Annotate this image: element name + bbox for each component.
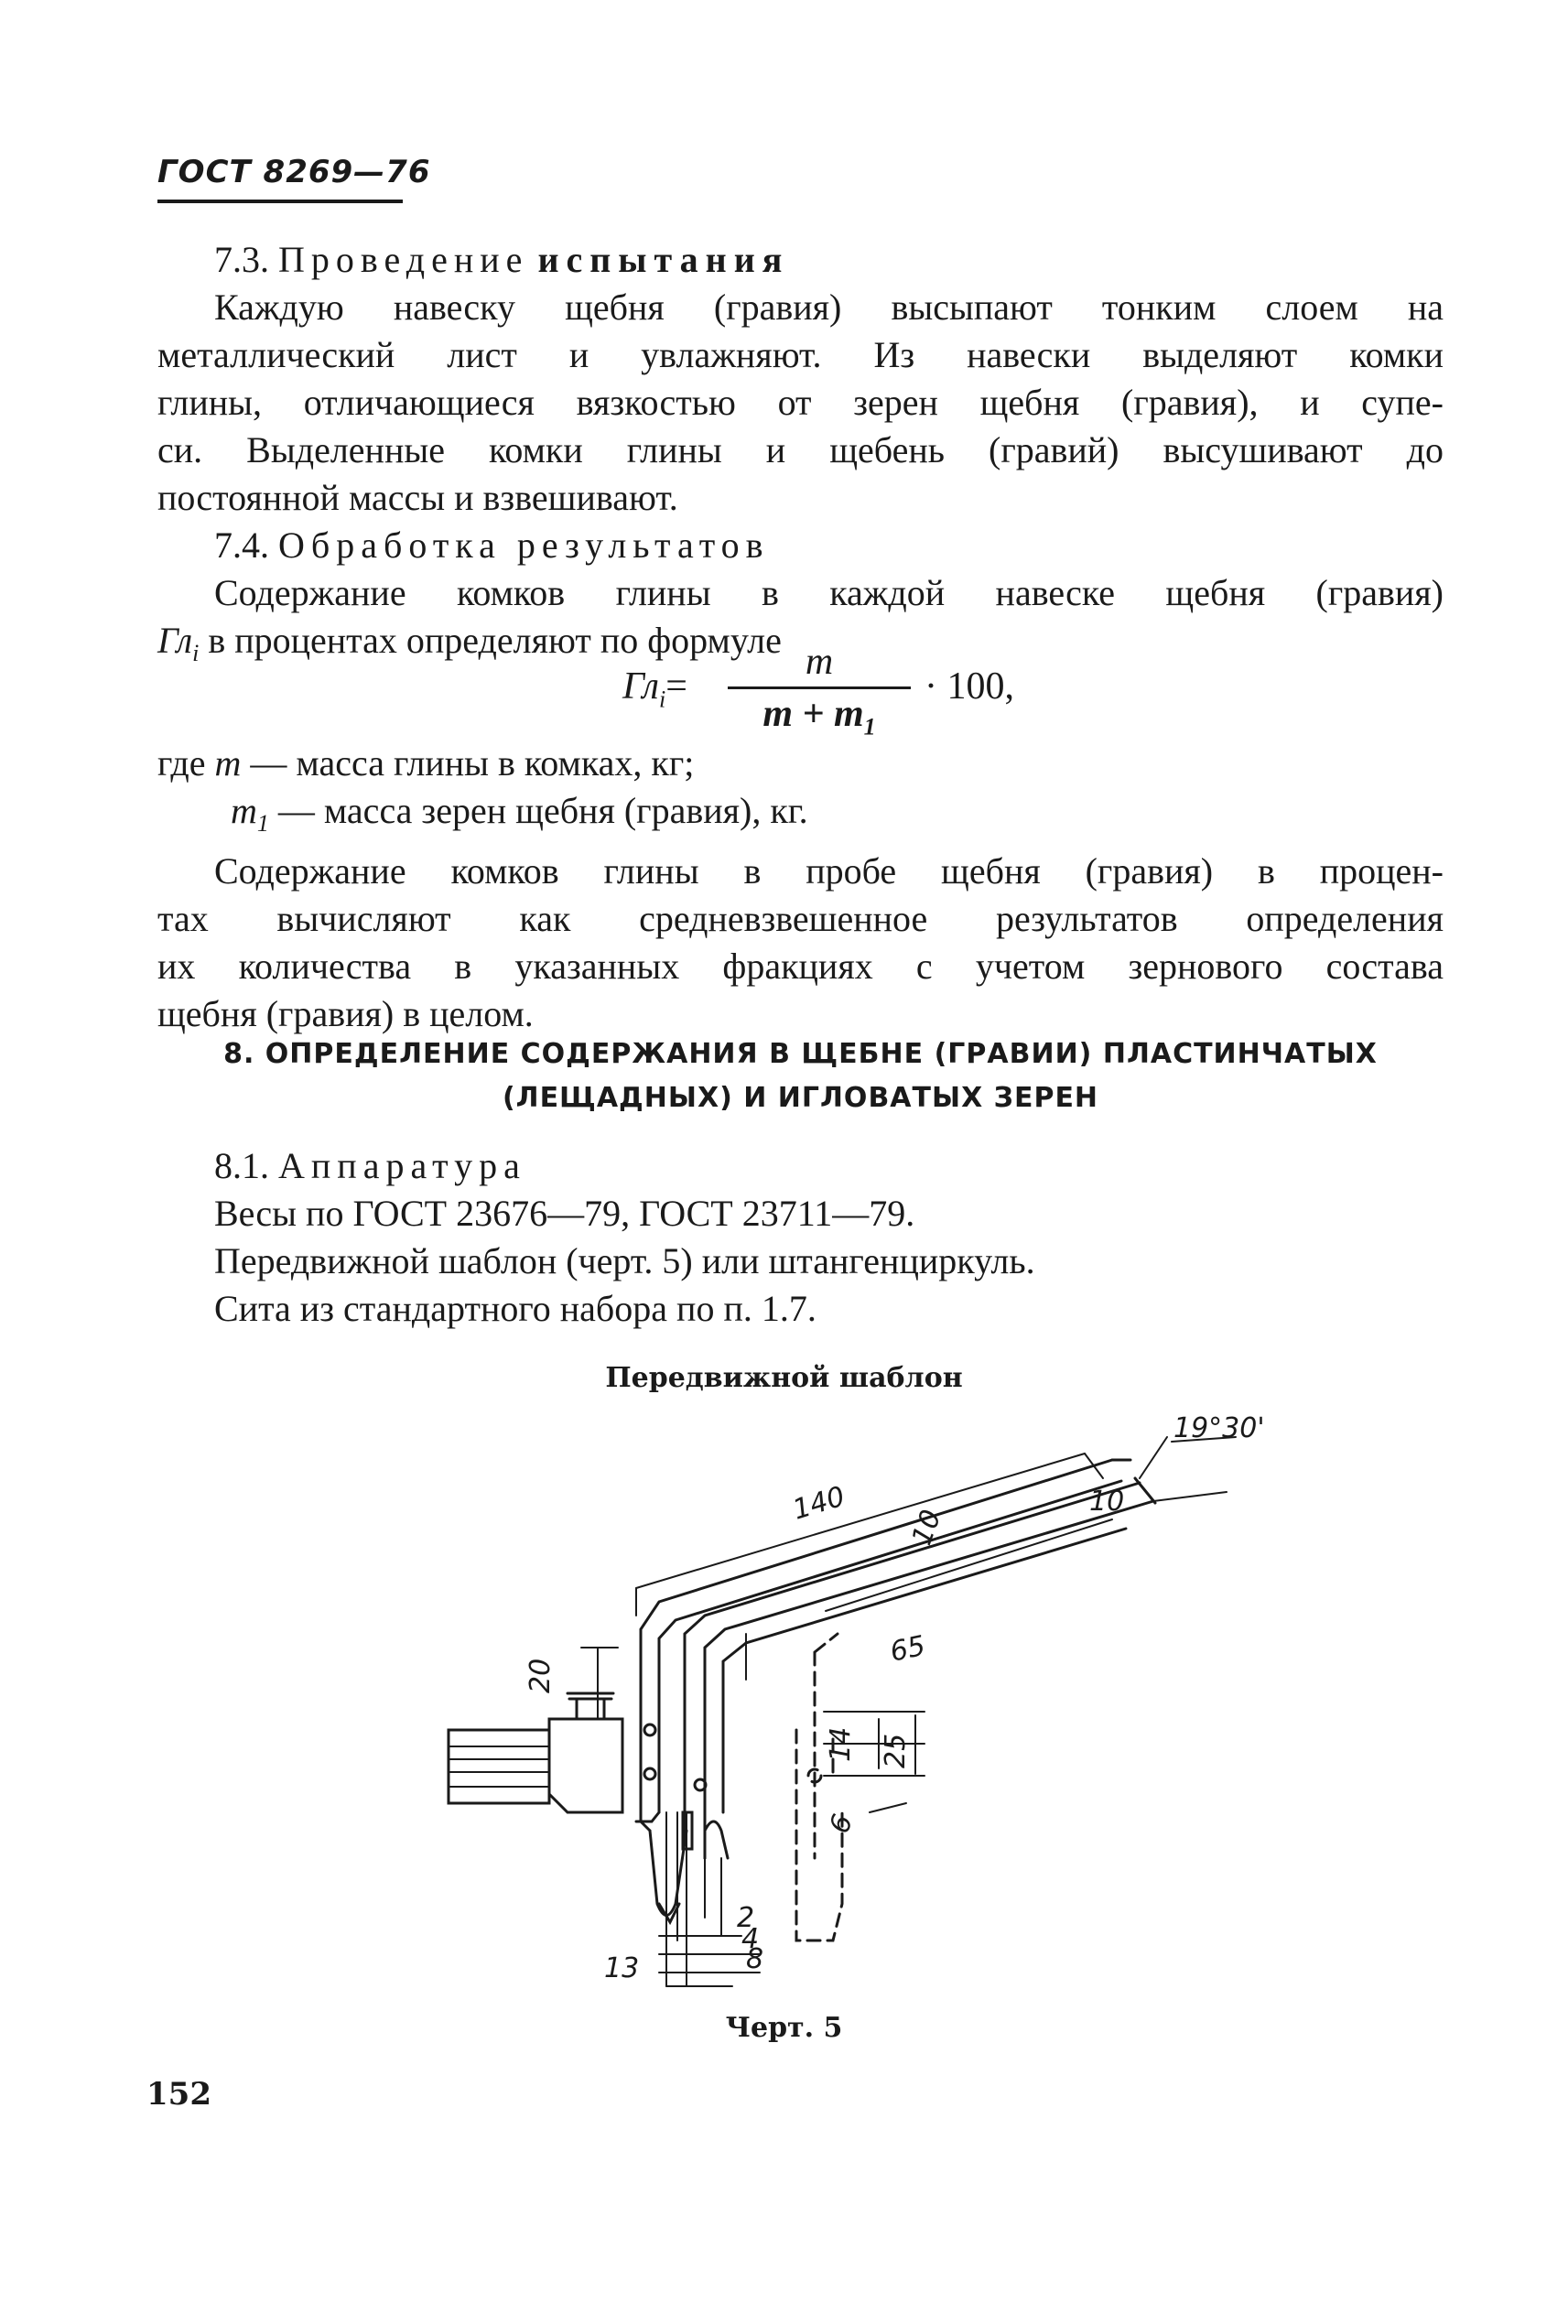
dim-14: 14	[825, 1726, 857, 1762]
dim-140: 140	[789, 1480, 849, 1527]
dim-2: 2	[737, 1902, 755, 1934]
paragraph-line: Сита из стандартного набора по п. 1.7.	[214, 1288, 816, 1329]
formula	[622, 641, 1098, 741]
page-number: 152	[146, 2076, 211, 2113]
figure-caption: Черт. 5	[725, 2012, 843, 2044]
paragraph-line: глины, отличающиеся вязкостью от зерен щебня (гравия), и супе-	[157, 382, 1444, 423]
formula-multiplier: · 100,	[925, 665, 1014, 708]
movable-piece-outline	[796, 1634, 842, 1940]
dim-angle: 19°30'	[1173, 1412, 1265, 1444]
item-7-4-heading	[157, 522, 1444, 569]
item-title: Аппаратура	[278, 1145, 526, 1186]
formula-subscript: i	[192, 640, 200, 666]
dim-8: 8	[746, 1943, 764, 1975]
paragraph-line: их количества в указанных фракциях с учетом зернового состава	[157, 946, 1444, 987]
item-number: 8.1.	[214, 1145, 269, 1186]
legend-line-m1: $m_1$ — масса зерен щебня (гравия), кг.	[231, 790, 808, 837]
figure-title: Передвижной шаблон	[605, 1362, 963, 1394]
formula-numerator: m	[805, 641, 834, 683]
lower-jaw-pair	[650, 1812, 728, 1922]
section-8-title	[157, 1032, 1444, 1120]
item-number: 7.4.	[214, 524, 269, 566]
paragraph-line: щебня (гравия) в целом.	[157, 993, 534, 1034]
item-title: Обработка результатов	[278, 524, 770, 566]
dim-20: 20	[524, 1658, 557, 1693]
header-rule	[157, 200, 403, 203]
handle-bar	[449, 1730, 549, 1803]
formula-denominator: $m + m_1$	[762, 693, 876, 740]
body-block	[549, 1693, 622, 1812]
paragraph-line: си. Выделенные комки глины и щебень (гравий) высушивают до	[157, 429, 1444, 470]
item-title-emphasis: испытания	[537, 239, 790, 280]
dim-65: 65	[887, 1629, 929, 1669]
formula-legend	[157, 740, 1444, 1038]
formula-lhs: $Гл_i=$	[622, 665, 687, 713]
standard-header: ГОСТ 8269—76	[157, 154, 431, 190]
section-title-line: (ЛЕЩАДНЫХ) И ИГЛОВАТЫХ ЗЕРЕН	[502, 1082, 1099, 1114]
item-7-3-heading	[157, 236, 1444, 284]
dim-25: 25	[880, 1733, 912, 1768]
paragraph-text: в процентах определяют по формуле	[199, 620, 782, 661]
dim-13: 13	[604, 1952, 640, 1984]
section-8-text	[157, 1142, 1444, 1333]
paragraph-line: металлический лист и увлажняют. Из навески выделяют комки	[157, 334, 1444, 375]
section-title-line: 8. ОПРЕДЕЛЕНИЕ СОДЕРЖАНИЯ В ЩЕБНЕ (ГРАВИИ) ПЛАСТИНЧАТЫХ	[223, 1038, 1378, 1070]
paragraph-line: Содержание комков глины в пробе щебня (гравия) в процен-	[214, 850, 1444, 892]
paragraph-line: тах вычисляют как средневзвешенное результатов определения	[157, 898, 1444, 939]
paragraph-line: Весы по ГОСТ 23676—79, ГОСТ 23711—79.	[214, 1193, 915, 1234]
paragraph-line: Каждую навеску щебня (гравия) высыпают тонким слоем на	[214, 286, 1444, 328]
paragraph-line: Передвижной шаблон (черт. 5) или штангенциркуль.	[214, 1240, 1035, 1281]
item-8-1-heading	[157, 1142, 1444, 1190]
legend-line-m: где m — масса глины в комках, кг;	[157, 742, 695, 784]
dim-4: 4	[741, 1923, 760, 1955]
fraction-bar	[728, 686, 911, 689]
item-number: 7.3.	[214, 239, 269, 280]
paragraph-line: Содержание комков глины в каждой навеске щебня (гравия)	[214, 572, 1444, 613]
item-title: Проведение	[278, 239, 529, 280]
dim-10-b: 10	[1089, 1486, 1125, 1518]
dim-6: 6	[823, 1810, 860, 1838]
template-drawing	[430, 1412, 1265, 1995]
rivets	[644, 1724, 706, 1790]
dim-10-a: 10	[905, 1505, 948, 1550]
formula-fraction	[728, 641, 911, 748]
paragraph-line: постоянной массы и взвешивают.	[157, 477, 678, 518]
formula-symbol: Гл	[157, 620, 193, 661]
section-7-text	[157, 236, 1444, 677]
